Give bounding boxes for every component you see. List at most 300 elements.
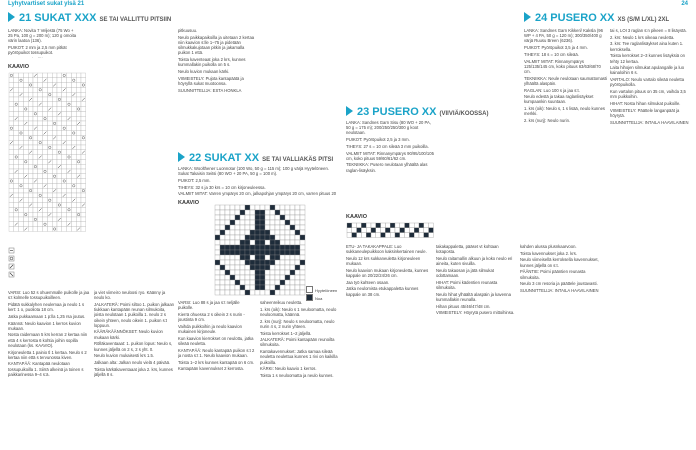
- lace-chart-cell: [43, 198, 48, 203]
- lace-chart-cell: [47, 97, 52, 102]
- lace-chart-cell: [76, 217, 81, 222]
- lace-chart-cell: [33, 203, 38, 208]
- colorwork-chart-cell: [250, 230, 255, 235]
- lace-chart-cell: [14, 198, 19, 203]
- colorwork-chart-cell: [300, 205, 305, 210]
- lace-chart-cell: [33, 78, 38, 83]
- lace-chart-cell: [81, 87, 86, 92]
- lace-chart-cell: [57, 126, 62, 131]
- colorwork-chart-cell: [280, 250, 285, 255]
- colorwork-chart-cell: [235, 255, 240, 260]
- lace-chart-cell: [47, 174, 52, 179]
- lace-chart-cell: [52, 73, 57, 78]
- stripe-chart-cell: [347, 233, 352, 238]
- lace-chart-cell: [62, 179, 67, 184]
- colorwork-chart-cell: [265, 240, 270, 245]
- lace-chart-cell: [9, 145, 14, 150]
- pattern-22-header: [178, 152, 333, 166]
- lace-chart-cell: [9, 83, 14, 88]
- colorwork-chart-cell: [250, 280, 255, 285]
- colorwork-chart-cell: [295, 290, 300, 295]
- lace-chart-cell: [14, 121, 19, 126]
- colorwork-chart-cell: [260, 270, 265, 275]
- lace-chart-cell: [33, 174, 38, 179]
- lace-chart-cell: [38, 198, 43, 203]
- lace-chart-cell: [62, 155, 67, 160]
- colorwork-chart-cell: [295, 240, 300, 245]
- colorwork-chart-cell: [300, 230, 305, 235]
- lace-chart-cell: [43, 188, 48, 193]
- lace-chart-cell: [71, 188, 76, 193]
- lace-chart-cell: [67, 135, 72, 140]
- lace-chart-cell: [28, 179, 33, 184]
- lace-chart-cell: [43, 155, 48, 160]
- lace-chart-cell: [71, 111, 76, 116]
- lace-chart-cell: [23, 198, 28, 203]
- colorwork-chart-cell: [290, 255, 295, 260]
- lace-chart-cell: [76, 111, 81, 116]
- lace-chart-cell: [23, 179, 28, 184]
- lace-chart-cell: [23, 159, 28, 164]
- colorwork-chart-cell: [270, 285, 275, 290]
- lace-chart-cell: [38, 121, 43, 126]
- lace-chart-cell: [43, 87, 48, 92]
- colorwork-chart-cell: [240, 230, 245, 235]
- colorwork-chart-cell: [260, 245, 265, 250]
- lace-chart-cell: [38, 131, 43, 136]
- stripe-chart-cell: [376, 223, 381, 228]
- lace-chart-cell: [67, 126, 72, 131]
- colorwork-chart-cell: [295, 275, 300, 280]
- lace-chart-cell: [23, 116, 28, 121]
- lace-chart-cell: [67, 203, 72, 208]
- lace-chart-cell: [43, 179, 48, 184]
- colorwork-chart-cell: [295, 215, 300, 220]
- lace-chart-cell: [23, 207, 28, 212]
- lace-chart-cell: [81, 83, 86, 88]
- stripe-chart-cell: [390, 223, 395, 228]
- lace-chart-cell: [71, 135, 76, 140]
- colorwork-chart-cell: [250, 220, 255, 225]
- lace-chart-cell: [81, 121, 86, 126]
- lace-chart-cell: [23, 97, 28, 102]
- lace-chart-cell: [67, 140, 72, 145]
- colorwork-chart-cell: [270, 255, 275, 260]
- lace-chart-cell: [19, 135, 24, 140]
- lace-chart-cell: [81, 116, 86, 121]
- stripe-chart-cell: [381, 228, 386, 233]
- pattern-21-chart-label: KAAVIO: [8, 64, 29, 70]
- lace-chart-cell: [52, 111, 57, 116]
- lace-chart-cell: [67, 97, 72, 102]
- lace-chart-cell: [43, 164, 48, 169]
- lace-chart-cell: [67, 92, 72, 97]
- colorwork-chart-cell: [240, 275, 245, 280]
- colorwork-chart-cell: [280, 255, 285, 260]
- lace-chart-cell: [33, 193, 38, 198]
- lace-chart-cell: [52, 102, 57, 107]
- colorwork-chart-cell: [295, 245, 300, 250]
- colorwork-chart-cell: [245, 225, 250, 230]
- colorwork-chart-cell: [250, 245, 255, 250]
- colorwork-chart-cell: [265, 260, 270, 265]
- lace-chart-cell: [47, 131, 52, 136]
- lace-chart-cell: [9, 126, 14, 131]
- lace-chart-cell: [71, 131, 76, 136]
- colorwork-chart-cell: [265, 245, 270, 250]
- lace-chart-cell: [33, 111, 38, 116]
- lace-chart-cell: [47, 78, 52, 83]
- lace-chart-cell: [23, 78, 28, 83]
- lace-chart-cell: [71, 222, 76, 227]
- lace-chart-cell: [14, 145, 19, 150]
- triangle-icon: [524, 12, 531, 22]
- colorwork-chart-cell: [280, 290, 285, 295]
- colorwork-chart-cell: [230, 235, 235, 240]
- lace-chart-cell: [28, 116, 33, 121]
- colorwork-chart-cell: [255, 225, 260, 230]
- lace-chart-cell: [47, 116, 52, 121]
- colorwork-chart-cell: [300, 270, 305, 275]
- colorwork-chart-cell: [295, 250, 300, 255]
- colorwork-chart-cell: [215, 290, 220, 295]
- lace-chart-cell: [33, 135, 38, 140]
- lace-chart-cell: [67, 107, 72, 112]
- stripe-chart-cell: [371, 228, 376, 233]
- lace-chart-cell: [28, 126, 33, 131]
- colorwork-chart-cell: [255, 275, 260, 280]
- lace-chart-cell: [52, 78, 57, 83]
- lace-chart-cell: [23, 164, 28, 169]
- colorwork-chart-cell: [270, 215, 275, 220]
- pattern-23-materials: LANKA: Sandnes Garn Sisu (80 WO + 20 PA, 50 g = 175 m); 200/250/250/300 g koot neulotaan. PUIKOT: Pyöröpuikot 2,5 ja 3 mm. TIHEYS: 27 s = 10 cm sileää 3 mm puikoilla. VALMIIT MITAT: Rinnanympärys 90/95/100/105 cm, koko pituus 59/60/61/62 cm. TEKNIIKKA: Pusero neulotaan ylhäältä alas raglan-lisäyksin.: [346, 120, 434, 173]
- stripe-chart-cell: [419, 233, 424, 238]
- colorwork-chart-cell: [265, 220, 270, 225]
- lace-chart-cell: [9, 217, 14, 222]
- lace-chart-cell: [33, 188, 38, 193]
- lace-chart-cell: [38, 116, 43, 121]
- lace-chart-cell: [47, 183, 52, 188]
- lace-chart-cell: [14, 203, 19, 208]
- stripe-chart-cell: [352, 233, 357, 238]
- lace-chart-cell: [9, 97, 14, 102]
- lace-chart-cell: [57, 83, 62, 88]
- lace-chart-cell: [57, 198, 62, 203]
- pattern-22-instructions-col2: VARSI: Luo 88 s ja jaa s:t neljälle puikolle. Kierrä ohuessa 2 s oikein 2 s nurin -joustinta 9 cm. Vaihda puikkoihin ja neulo kaavion mukainen kirjoneule. Kun kaavion kierrokset on neulottu, jatka sileää neuletta. KANTAPÄÄ: Neulo kantapää puikon s:t 2 ja nosta s:t 1. Neulo kaavion mukaan. Toista 1–2 krs kunnes kantapää on 6 cm. Kantapään kavennukset 2 kerrosta.: [178, 300, 255, 372]
- lace-chart-cell: [33, 155, 38, 160]
- colorwork-chart-cell: [255, 270, 260, 275]
- lace-chart-cell: [57, 78, 62, 83]
- lace-chart-cell: [28, 131, 33, 136]
- lace-chart-cell: [9, 92, 14, 97]
- colorwork-chart-cell: [220, 220, 225, 225]
- lace-chart-cell: [23, 73, 28, 78]
- colorwork-chart-cell: [225, 220, 230, 225]
- pattern-24-instructions-col2: tai s, LOI 3 raglan s:n pikeen = 8 lisäystä. 2. krs: Neulo 1 krs oikeaa neuletta. 3. krs: Tee raglanlisäykset aina kuten 1. kerroksella. Toista kerrokset 2–3 kunnes lisäyksiä on tehty 12 kertaa. Laita hihojen silmukat apulangalle ja luo kainaloihin 6 s. VARTALO: Neulo vartalo sileää neuletta pyöröpuikolla. Kun vartalon pituus on 35 cm, vaihda 3,5 mm puikkoihin. HIHAT: Nosta hihan silmukat puikoille. VIIMEISTELY: Päättele langanpäät ja höyrytä. SUUNNITTELIJA: INTAILA HAAVILAINEN: [610, 28, 689, 125]
- colorwork-chart-cell: [250, 290, 255, 295]
- lace-chart-cell: [28, 135, 33, 140]
- lace-chart-cell: [14, 102, 19, 107]
- lace-chart-cell: [43, 97, 48, 102]
- lace-chart-cell: [9, 179, 14, 184]
- lace-chart-cell: [67, 193, 72, 198]
- running-header: [0, 0, 696, 10]
- lace-chart-cell: [19, 150, 24, 155]
- colorwork-chart-cell: [285, 220, 290, 225]
- running-header-left: Lyhytvartiset sukat ylsä 21: [8, 1, 85, 7]
- lace-chart-cell: [47, 193, 52, 198]
- lace-chart-cell: [43, 145, 48, 150]
- pattern-23-instructions-col3: takakappaletta, pääset vt kohtaan kotaposta. Neulo raitamallin alkuun ja koko neulo eri aineita, kuten sivuilla. Neulo takaosan ja jätä silmukat odottamaan. HIHAT: Poimi kädentien reunasta silmukoita. Neulo hihat ylhäältä alaspäin ja kavenna kummallakin reunalla. Hihan pituus 45/46/47/48 cm. VIIMEISTELY: Höyrytä pusero mittoihinsa.: [436, 244, 515, 316]
- stripe-chart-cell: [371, 223, 376, 228]
- stripe-chart-cell: [366, 228, 371, 233]
- lace-chart-cell: [52, 207, 57, 212]
- lace-chart-cell: [47, 102, 52, 107]
- lace-chart-cell: [81, 107, 86, 112]
- colorwork-chart-cell: [220, 235, 225, 240]
- pattern-21-instructions-col3: ja viet viimeiro neuloosi ryo. Käänny ja neulo ko. JALKATERÄ: Poimi siltoo 1. puikon jalkaan tiukkaan kantapään reunan silmukoita, joista neulotaan 1 puikoilla 1. neulo 2 s oikein yhteen, neulo oikein 1. puikon s:t loppuun. KÄÄRÄKÄÄNNÖKSET: Neulo kuvion mukaan kärki. Rölläkaventaaat: 1. puikon lopus: Neulo s, kunnes jäljellä on 2 s, 2 s yht. 0. Neulo kuvion mukaisesti krs 1.5. Jalkaan alta: Jalkan neulo vielä 4 päivää. Toista kärkäkaventaaat joka 2. krs, kunnes jäljellä 8 s.: [94, 290, 174, 377]
- colorwork-chart-cell: [225, 270, 230, 275]
- colorwork-chart-cell: [240, 280, 245, 285]
- colorwork-chart-cell: [295, 220, 300, 225]
- lace-chart-cell: [62, 188, 67, 193]
- lace-chart-cell: [14, 159, 19, 164]
- lace-chart-cell: [62, 222, 67, 227]
- lace-chart-cell: [76, 107, 81, 112]
- colorwork-chart-cell: [260, 275, 265, 280]
- colorwork-chart-cell: [215, 235, 220, 240]
- colorwork-chart-cell: [255, 230, 260, 235]
- lace-chart-cell: [67, 183, 72, 188]
- stripe-chart-cell: [405, 233, 410, 238]
- lace-chart-cell: [57, 102, 62, 107]
- colorwork-chart-cell: [285, 270, 290, 275]
- lace-chart-cell: [47, 179, 52, 184]
- lace-chart-cell: [19, 183, 24, 188]
- lace-chart-cell: [33, 107, 38, 112]
- pattern-24-instructions-col1: LANKA: Sandnes Garn Kikkeri/ Kaksla (96 WP + 4 PA, 50 g = 120 m); 300/350/400 g värjä Ruusu Breen (6236). PUIKOT: Pyöröpuikot 3,5 ja 4 mm. TIHEYS: 18 s = 10 cm sileää. VALMIIT MITAT: Rinnanympärys 125/135/145 cm, koko pituus 63/63/68/70 cm. TEKNIIKKA: Neule neulotaan saumattomasti ylhäältä alaspäin. RAGLAN: Luo 100 s ja jaa s:t. Neulo edestä ja takaa raglanlisäykset kumpaankin suuntaan. 1. krs (oik): Neulo s, 1 s lisää, neulo kunnes merkki. 2. krs (nurj): Neulo nurin.: [524, 28, 608, 124]
- lace-chart-cell: [52, 92, 57, 97]
- lace-chart-cell: [23, 111, 28, 116]
- colorwork-chart-cell: [225, 245, 230, 250]
- lace-chart-cell: [81, 155, 86, 160]
- lace-chart-cell: [38, 150, 43, 155]
- pattern-21-instructions-col2: VARSI: Luo 52 s ohuemmalle puikolle ja jaa s:t kolmelle tossupuikoilleen. Pidätä sukkalyhen neulemaa ja neulo 1 s kert: 1 o, puoliota 18 cm. Jatka pukkaamaan 1 p:lla 1,25 rsa joutus. Käännä: Neulo kaavion 1 kerros kuvion mukaan. Nosta raidemaan 5 krs kerran 2 kertaa niin että 4 s kerrosta 6 kohtia joihin sopilla neulotaan (ks. KAAVIO). Kirjoneuletta 1 painio tl 1 kertaa. Neulo s 2 kertaa niin että s tervunossa kiven. KANTAPÄÄ: Kantapää neulotaan tossupuikoilla 1. Siirrä alkeinä ja toinen s paikkarinessa 9–4 s:ä.: [8, 290, 90, 377]
- stripe-chart-cell: [366, 233, 371, 238]
- lace-chart-cell: [71, 126, 76, 131]
- colorwork-chart-cell: [225, 240, 230, 245]
- lace-chart-cell: [76, 150, 81, 155]
- colorwork-chart-cell: [225, 250, 230, 255]
- colorwork-chart-cell: [250, 255, 255, 260]
- lace-chart-cell: [19, 116, 24, 121]
- stripe-chart-cell: [347, 223, 352, 228]
- colorwork-chart-cell: [265, 215, 270, 220]
- lace-chart-cell: [71, 203, 76, 208]
- lace-chart-cell: [14, 150, 19, 155]
- lace-chart-cell: [28, 217, 33, 222]
- colorwork-chart-cell: [225, 260, 230, 265]
- pattern-23-instructions-col2: ETU- JA TAKAKAPPALE: Luo sukkaneulepuikkoon kaksinkertainen neule. Neulo 12 krs sukkaneuletta kirjoneuleen mukaan. Neulo kaavion mukaan kirjoneuletta, kunnes kappale on 20/22/24/26 cm. Jaa työ kahteen osaan. Jatka neulomista etukappaletta kunnes kappale on 38 cm.: [346, 244, 429, 297]
- colorwork-chart-cell: [225, 230, 230, 235]
- colorwork-chart-cell: [300, 285, 305, 290]
- colorwork-chart-cell: [270, 270, 275, 275]
- stripe-chart-cell: [429, 228, 434, 233]
- lace-chart-cell: [67, 111, 72, 116]
- colorwork-chart-cell: [265, 285, 270, 290]
- lace-chart-cell: [81, 183, 86, 188]
- colorwork-chart-cell: [285, 205, 290, 210]
- lace-chart-cell: [57, 188, 62, 193]
- colorwork-chart-cell: [285, 275, 290, 280]
- lace-chart-cell: [71, 140, 76, 145]
- stripe-chart-cell: [395, 228, 400, 233]
- colorwork-chart-cell: [285, 255, 290, 260]
- pattern-22-colorwork-chart: [214, 204, 306, 296]
- pattern-21-instructions-col4: pitkuusuu. Neulo paikkapaikoilla ja uitetaan 2 kertaa niin kaavion s:lle 1–75 ja pidetään silmukkakujotaan pitkin ja jakamalla puikon 1 että. Toista kaventeaat joka 2 krs, kunnes kummallakin puikolla on 5 s. Neulo kuvion mukaan kärki. VIIMEISTELY: Pujota kantapäätä ja höyryllä sukat muotoonsa. SUUNNITTELIJA: ESTA HONKLA: [178, 28, 255, 93]
- colorwork-chart-cell: [300, 240, 305, 245]
- lace-chart-cell: [38, 159, 43, 164]
- colorwork-chart-cell: [290, 290, 295, 295]
- colorwork-chart-cell: [260, 290, 265, 295]
- colorwork-chart-cell: [275, 245, 280, 250]
- page-number: 24: [681, 1, 688, 7]
- lace-chart-cell: [43, 203, 48, 208]
- lace-chart-cell: [67, 83, 72, 88]
- lace-chart-cell: [9, 121, 14, 126]
- lace-chart-cell: [9, 131, 14, 136]
- lace-chart-cell: [14, 87, 19, 92]
- lace-chart-cell: [57, 121, 62, 126]
- lace-chart-cell: [57, 222, 62, 227]
- colorwork-chart-cell: [220, 250, 225, 255]
- colorwork-chart-cell: [235, 250, 240, 255]
- lace-chart-cell: [52, 193, 57, 198]
- stripe-chart-cell: [400, 233, 405, 238]
- lace-chart-cell: [52, 159, 57, 164]
- lace-chart-cell: [71, 83, 76, 88]
- colorwork-chart-cell: [235, 220, 240, 225]
- colorwork-chart-cell: [225, 275, 230, 280]
- lace-chart-cell: [71, 121, 76, 126]
- stripe-chart-cell: [414, 233, 419, 238]
- pattern-24-title: 24 PUSERO XX: [535, 12, 615, 24]
- colorwork-chart-cell: [245, 265, 250, 270]
- stripe-chart-cell: [419, 228, 424, 233]
- colorwork-chart-cell: [230, 275, 235, 280]
- colorwork-chart-cell: [230, 255, 235, 260]
- colorwork-chart-cell: [275, 250, 280, 255]
- lace-chart-cell: [14, 179, 19, 184]
- colorwork-chart-cell: [255, 210, 260, 215]
- lace-chart-cell: [38, 217, 43, 222]
- lace-chart-cell: [43, 193, 48, 198]
- colorwork-chart-cell: [220, 255, 225, 260]
- colorwork-chart-cell: [250, 205, 255, 210]
- lace-chart-cell: [71, 159, 76, 164]
- lace-chart-cell: [52, 116, 57, 121]
- colorwork-chart-cell: [290, 260, 295, 265]
- lace-chart-cell: [71, 87, 76, 92]
- stripe-chart-cell: [400, 223, 405, 228]
- colorwork-chart-cell: [225, 255, 230, 260]
- lace-chart-cell: [71, 155, 76, 160]
- lace-chart-cell: [33, 92, 38, 97]
- colorwork-chart-cell: [240, 250, 245, 255]
- stripe-chart-cell: [381, 223, 386, 228]
- lace-chart-cell: [19, 207, 24, 212]
- colorwork-chart-cell: [280, 245, 285, 250]
- colorwork-chart-cell: [285, 225, 290, 230]
- colorwork-chart-cell: [280, 270, 285, 275]
- colorwork-chart-cell: [295, 225, 300, 230]
- lace-chart-cell: [67, 207, 72, 212]
- lace-chart-cell: [9, 116, 14, 121]
- colorwork-chart-cell: [285, 245, 290, 250]
- lace-chart-cell: [57, 169, 62, 174]
- colorwork-chart-cell: [230, 205, 235, 210]
- colorwork-chart-cell: [235, 285, 240, 290]
- lace-chart-cell: [76, 78, 81, 83]
- lace-chart-cell: [81, 198, 86, 203]
- lace-chart-cell: [28, 140, 33, 145]
- lace-chart-cell: [62, 83, 67, 88]
- colorwork-chart-cell: [240, 285, 245, 290]
- lace-chart-cell: [62, 174, 67, 179]
- colorwork-chart-cell: [250, 210, 255, 215]
- lace-chart-cell: [14, 92, 19, 97]
- colorwork-chart-cell: [285, 290, 290, 295]
- lace-chart-cell: [57, 203, 62, 208]
- lace-chart-cell: [62, 183, 67, 188]
- colorwork-chart-cell: [275, 275, 280, 280]
- stripe-chart-cell: [352, 228, 357, 233]
- stripe-chart-cell: [357, 223, 362, 228]
- lace-chart-cell: [9, 207, 14, 212]
- colorwork-chart-cell: [270, 245, 275, 250]
- lace-chart-cell: [71, 193, 76, 198]
- lace-chart-cell: [38, 73, 43, 78]
- colorwork-chart-cell: [220, 260, 225, 265]
- colorwork-chart-cell: [235, 240, 240, 245]
- lace-chart-cell: [38, 111, 43, 116]
- colorwork-chart-cell: [295, 230, 300, 235]
- pattern-22-chart-label: KAAVIO: [178, 200, 199, 206]
- lace-chart-cell: [28, 73, 33, 78]
- colorwork-chart-cell: [230, 210, 235, 215]
- colorwork-chart-cell: [265, 235, 270, 240]
- pattern-22-instructions-col3: saheenreikuu neuletta. 1. krs (oik): Neulo s 1 neuloomatta, neulo neuloomatta, käännä. 2. krs (nurj): Neulo s neuloomatta, neulo nurin 4 s, 2 nurin yhteen. Toista kerrokset 1–2 jäljellä. JALKATERÄ: Poimi kantapään reunoilta silmukoita. Kantakavennukset: Jatka samaa sileää neuletta neulettua kunnes 1 rivi on kaikilla puikoilla. KÄRKI: Neulo kaavio 1 kerros. Toista 1 s neuloomatta ja neulo kunnes.: [260, 300, 338, 378]
- colorwork-chart-cell: [215, 250, 220, 255]
- pattern-24-header: [524, 12, 669, 26]
- lace-chart-cell: [43, 207, 48, 212]
- lace-chart-cell: [62, 227, 67, 232]
- colorwork-chart-cell: [265, 210, 270, 215]
- lace-chart-cell: [9, 150, 14, 155]
- lace-chart-cell: [19, 131, 24, 136]
- colorwork-chart-cell: [250, 265, 255, 270]
- colorwork-chart-cell: [240, 260, 245, 265]
- lace-chart-cell: [81, 212, 86, 217]
- lace-chart-cell: [67, 179, 72, 184]
- colorwork-chart-cell: [275, 235, 280, 240]
- lace-chart-cell: [9, 135, 14, 140]
- colorwork-chart-cell: [300, 220, 305, 225]
- lace-chart-cell: [38, 164, 43, 169]
- lace-chart-cell: [71, 169, 76, 174]
- colorwork-chart-cell: [255, 240, 260, 245]
- colorwork-chart-cell: [215, 260, 220, 265]
